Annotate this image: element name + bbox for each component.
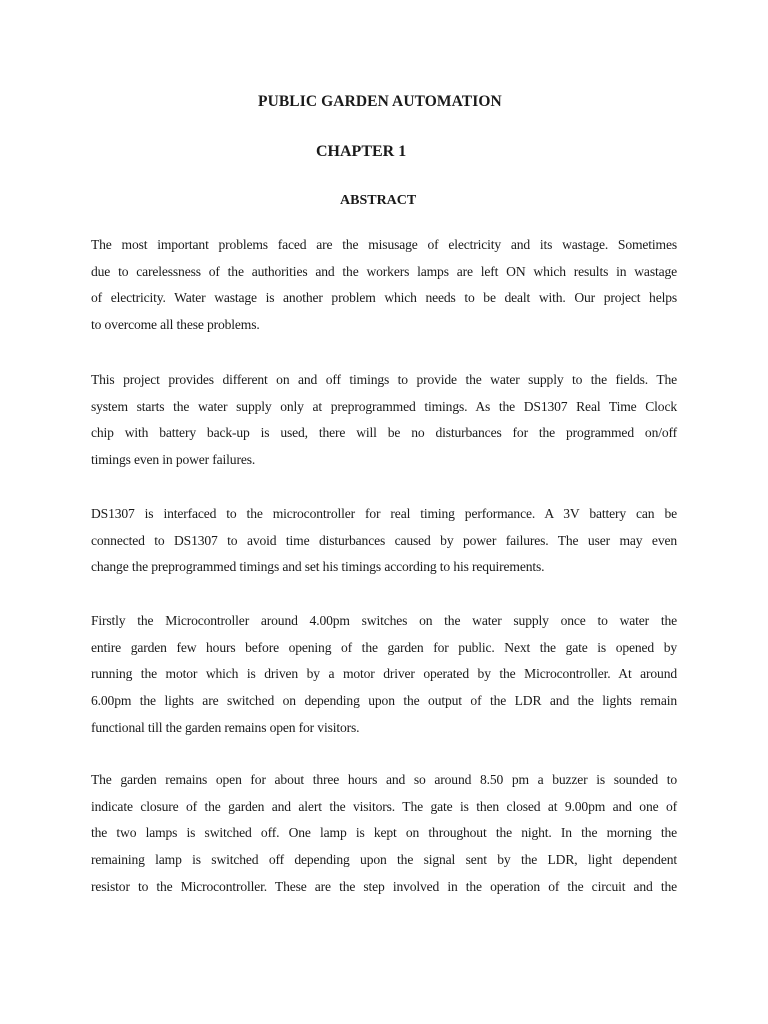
text-line: entire garden few hours before opening of the garden for public. Next the gate is opened by [91,639,677,655]
chapter-heading: CHAPTER 1 [316,143,407,160]
text-line: The most important problems faced are the misusage of electricity and its wastage. Sometimes [91,237,677,252]
paragraph-4 [91,608,677,741]
text-line: to overcome all these problems. [91,317,260,333]
text-line: Firstly the Microcontroller around 4.00pm switches on the water supply once to water the [91,613,677,628]
paragraph-3 [91,501,677,581]
document-title: PUBLIC GARDEN AUTOMATION [258,93,502,110]
section-heading: ABSTRACT [340,193,417,208]
text-line: This project provides different on and off timings to provide the water supply to the fields. The [91,372,677,387]
text-line: change the preprogrammed timings and set his timings according to his requirements. [91,559,545,575]
paragraph-5 [91,767,677,900]
text-line: 6.00pm the lights are switched on depending upon the output of the LDR and the lights remain [91,693,677,709]
text-line: resistor to the Microcontroller. These are the step involved in the operation of the circuit and the [91,878,677,894]
paragraph-2 [91,367,677,474]
text-line: of electricity. Water wastage is another problem which needs to be dealt with. Our project helps [91,290,677,306]
text-line: the two lamps is switched off. One lamp is kept on throughout the night. In the morning the [91,825,677,841]
text-line: timings even in power failures. [91,452,256,468]
text-line: running the motor which is driven by a motor driver operated by the Microcontroller. At around [91,666,677,682]
text-line: The garden remains open for about three hours and so around 8.50 pm a buzzer is sounded to [91,772,677,787]
text-line: functional till the garden remains open for visitors. [91,719,360,735]
paragraph-1 [91,232,677,339]
text-line: connected to DS1307 to avoid time disturbances caused by power failures. The user may even [91,532,677,548]
text-line: system starts the water supply only at preprogrammed timings. As the DS1307 Real Time Clock [91,398,677,414]
text-line: indicate closure of the garden and alert the visitors. The gate is then closed at 9.00pm and one of [91,798,677,814]
text-line: chip with battery back-up is used, there will be no disturbances for the programmed on/off [91,425,677,441]
text-line: DS1307 is interfaced to the microcontroller for real timing performance. A 3V battery can be [91,506,677,521]
text-line: due to carelessness of the authorities and the workers lamps are left ON which results in wastage [91,263,677,279]
text-line: remaining lamp is switched off depending upon the signal sent by the LDR, light dependent [91,852,677,868]
